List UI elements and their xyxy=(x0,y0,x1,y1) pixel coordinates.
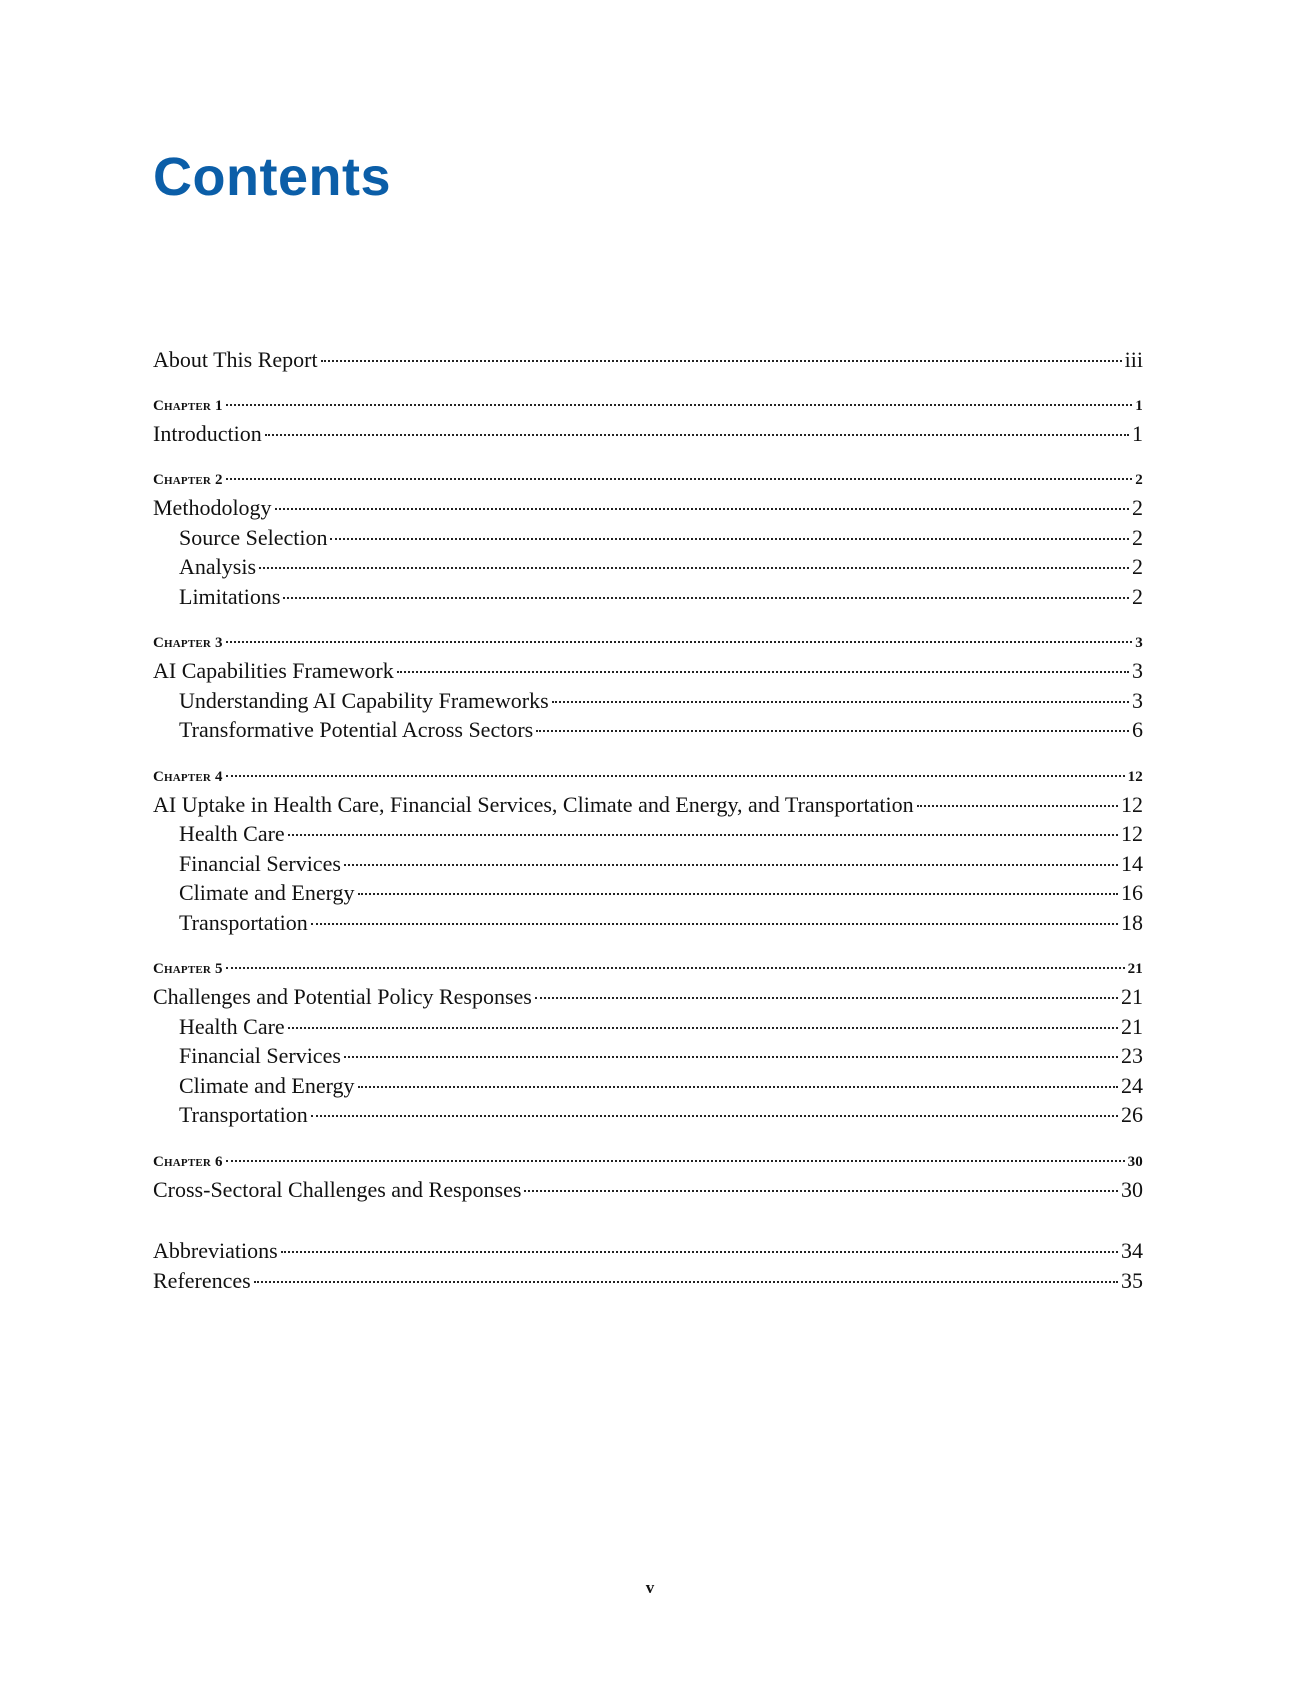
dot-leader xyxy=(288,834,1118,836)
dot-leader xyxy=(226,1160,1125,1162)
toc-entry-label: Introduction xyxy=(153,420,262,446)
dot-leader xyxy=(344,864,1118,866)
toc-entry-label: Source Selection xyxy=(179,524,328,550)
toc-page-number: 23 xyxy=(1121,1043,1143,1068)
toc-entry-label: Financial Services xyxy=(179,1043,341,1068)
toc-subentry-transportation[interactable] xyxy=(153,1100,1143,1130)
dot-leader xyxy=(275,508,1129,510)
toc-page-number: 2 xyxy=(1132,524,1143,550)
toc-page-number: 30 xyxy=(1121,1176,1143,1202)
dot-leader xyxy=(330,538,1129,540)
toc-subentry-source-selection[interactable] xyxy=(153,523,1143,553)
toc-page-number: 3 xyxy=(1132,658,1143,683)
toc-entry-cross-sectoral[interactable] xyxy=(153,1175,1143,1205)
toc-subentry-climate-and-energy[interactable] xyxy=(153,878,1143,908)
toc-page-number: 12 xyxy=(1127,768,1143,785)
toc-entry-label: Transportation xyxy=(179,909,308,935)
toc-page-number: 6 xyxy=(1132,717,1143,742)
toc-page-number: 18 xyxy=(1121,909,1143,935)
toc-page-number: 34 xyxy=(1121,1238,1143,1263)
toc-entry-references[interactable] xyxy=(153,1266,1143,1296)
dot-leader xyxy=(281,1251,1118,1253)
dot-leader xyxy=(397,671,1129,673)
chapter-label: Chapter 4 xyxy=(153,768,223,785)
dot-leader xyxy=(535,997,1118,999)
dot-leader xyxy=(311,1115,1118,1117)
toc-page-number: 26 xyxy=(1121,1102,1143,1127)
toc-page-number: 30 xyxy=(1127,1153,1143,1170)
toc-chapter-2[interactable] xyxy=(153,467,1143,493)
dot-leader xyxy=(226,775,1125,777)
toc-entry-label: Cross-Sectoral Challenges and Responses xyxy=(153,1176,522,1202)
toc-page-number: 14 xyxy=(1121,850,1143,876)
toc-page-number: 2 xyxy=(1132,583,1143,609)
toc-chapter-1[interactable] xyxy=(153,393,1143,419)
toc-subentry-financial-services[interactable] xyxy=(153,1041,1143,1071)
toc-page-number: 21 xyxy=(1127,961,1143,977)
dot-leader xyxy=(265,434,1129,436)
toc-entry-label: About This Report xyxy=(153,347,318,372)
toc-entry-label: AI Capabilities Framework xyxy=(153,658,394,683)
dot-leader xyxy=(321,360,1122,362)
toc-chapter-5[interactable] xyxy=(153,956,1143,982)
toc-page-number: 2 xyxy=(1132,495,1143,520)
dot-leader xyxy=(552,701,1129,703)
dot-leader xyxy=(358,1086,1118,1088)
dot-leader xyxy=(311,923,1118,925)
toc-entry-label: Abbreviations xyxy=(153,1238,278,1263)
toc-entry-ai-capabilities-framework[interactable] xyxy=(153,656,1143,686)
toc-page-number: 35 xyxy=(1121,1267,1143,1293)
dot-leader xyxy=(226,967,1125,969)
toc-subentry-climate-and-energy[interactable] xyxy=(153,1071,1143,1101)
toc-entry-label: Climate and Energy xyxy=(179,1072,355,1098)
toc-entry-label: Financial Services xyxy=(179,850,341,876)
toc-entry-about[interactable] xyxy=(153,345,1143,375)
chapter-label: Chapter 1 xyxy=(153,397,223,414)
toc-page-number: 2 xyxy=(1135,472,1143,488)
dot-leader xyxy=(288,1027,1118,1029)
toc-entry-label: Health Care xyxy=(179,821,285,846)
page-title: Contents xyxy=(153,147,391,207)
dot-leader xyxy=(226,478,1133,480)
dot-leader xyxy=(226,641,1133,643)
toc-entry-label: Transportation xyxy=(179,1102,308,1127)
chapter-label: Chapter 3 xyxy=(153,635,223,651)
toc-entry-label: Methodology xyxy=(153,495,272,520)
page-number: v xyxy=(645,1578,655,1597)
toc-chapter-6[interactable] xyxy=(153,1149,1143,1175)
dot-leader xyxy=(283,597,1129,599)
toc-subentry-analysis[interactable] xyxy=(153,552,1143,582)
toc-entry-label: Transformative Potential Across Sectors xyxy=(179,717,534,742)
toc-entry-methodology[interactable] xyxy=(153,493,1143,523)
dot-leader xyxy=(344,1056,1118,1058)
toc-page-number: 1 xyxy=(1132,420,1143,446)
toc-page-number: 21 xyxy=(1121,1013,1143,1039)
toc-page-number: 12 xyxy=(1121,821,1143,846)
dot-leader xyxy=(358,893,1118,895)
toc-subentry-understanding-frameworks[interactable] xyxy=(153,686,1143,716)
toc-entry-label: AI Uptake in Health Care, Financial Services, Climate and Energy, and Transportation xyxy=(153,791,914,817)
toc-page-number: 24 xyxy=(1121,1072,1143,1098)
toc-entry-introduction[interactable] xyxy=(153,419,1143,449)
toc-subentry-financial-services[interactable] xyxy=(153,849,1143,879)
toc-page-number: 12 xyxy=(1121,791,1143,817)
dot-leader xyxy=(536,730,1129,732)
toc-entry-ai-uptake[interactable] xyxy=(153,790,1143,820)
toc-chapter-3[interactable] xyxy=(153,630,1143,656)
dot-leader xyxy=(226,404,1133,406)
toc-entry-label: Analysis xyxy=(179,554,256,579)
toc-subentry-transportation[interactable] xyxy=(153,908,1143,938)
toc-page-number: iii xyxy=(1124,347,1143,372)
table-of-contents xyxy=(153,345,1143,1295)
toc-chapter-4[interactable] xyxy=(153,764,1143,790)
chapter-label: Chapter 5 xyxy=(153,961,223,977)
toc-entry-label: Challenges and Potential Policy Responses xyxy=(153,984,532,1009)
toc-entry-label: References xyxy=(153,1267,251,1293)
toc-entry-label: Health Care xyxy=(179,1013,285,1039)
toc-entry-label: Climate and Energy xyxy=(179,880,355,905)
toc-page-number: 16 xyxy=(1121,880,1143,905)
toc-subentry-health-care[interactable] xyxy=(153,1012,1143,1042)
toc-page-number: 1 xyxy=(1135,397,1143,414)
toc-page-number: 3 xyxy=(1132,687,1143,713)
chapter-label: Chapter 2 xyxy=(153,472,223,488)
dot-leader xyxy=(254,1281,1118,1283)
toc-entry-label: Limitations xyxy=(179,583,281,609)
toc-entry-abbreviations[interactable] xyxy=(153,1236,1143,1266)
toc-entry-challenges-policy-responses[interactable] xyxy=(153,982,1143,1012)
chapter-label: Chapter 6 xyxy=(153,1153,223,1170)
toc-subentry-transformative-potential[interactable] xyxy=(153,715,1143,745)
dot-leader xyxy=(524,1190,1118,1192)
toc-page-number: 3 xyxy=(1135,635,1143,651)
toc-page-number: 21 xyxy=(1121,984,1143,1009)
dot-leader xyxy=(259,567,1129,569)
toc-entry-label: Understanding AI Capability Frameworks xyxy=(179,687,549,713)
dot-leader xyxy=(917,805,1118,807)
toc-page-number: 2 xyxy=(1132,554,1143,579)
toc-subentry-health-care[interactable] xyxy=(153,819,1143,849)
toc-subentry-limitations[interactable] xyxy=(153,582,1143,612)
